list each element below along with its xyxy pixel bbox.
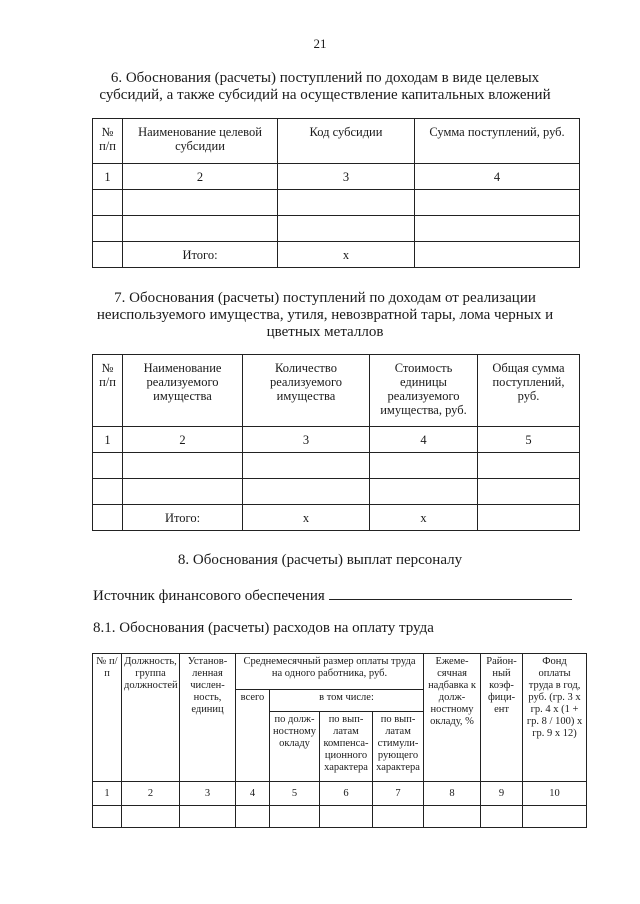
page-number: 21 [313,36,327,51]
table-row [93,453,580,479]
column-number: 6 [320,782,373,806]
table-row [93,806,587,828]
header-cell: Установ-ленная числен-ность, единиц [180,654,236,782]
total-value: x [370,505,478,531]
section-6-table [92,118,580,268]
column-number: 9 [481,782,523,806]
section-8-1-table [92,653,587,828]
table-cell [122,806,180,828]
column-number: 3 [243,427,370,453]
table-cell [236,806,270,828]
header-cell: Фонд оплаты труда в год, руб. (гр. 3 х гр. 4 х (1 + гр. 8 / 100) х гр. 9 х 12) [523,654,587,782]
header-cell: в том числе: [270,690,424,712]
column-number: 2 [123,164,278,190]
header-cell: Район-ный коэф-фици-ент [481,654,523,782]
total-value: x [243,505,370,531]
table-cell [478,453,580,479]
column-number: 1 [93,782,122,806]
section-7-title [80,290,570,341]
header-cell: по долж-ностному окладу [270,712,320,782]
table-cell [424,806,481,828]
header-cell: № п/п [93,119,123,164]
header-cell: Количество реализуемого имущества [243,355,370,427]
section-7-title-line: неиспользуемого имущества, утиля, невозвратной тары, лома черных и [96,307,554,323]
column-number: 1 [93,427,123,453]
section-7-table [92,354,580,531]
table-cell [270,806,320,828]
funding-source-row [93,585,572,605]
table-cell [93,216,123,242]
header-cell: Стоимость единицы реализуемого имущества, руб. [370,355,478,427]
header-cell: Наименование реализуемого имущества [123,355,243,427]
column-number: 2 [122,782,180,806]
table-row [93,190,580,216]
header-cell: Общая сумма поступлений, руб. [478,355,580,427]
table-cell [320,806,373,828]
section-7-title-line: цветных металлов [266,324,384,340]
section-6-title-line: субсидий, а также субсидий на осуществление капитальных вложений [99,87,551,103]
section-7-title-line: 7. Обоснования (расчеты) поступлений по доходам от реализации [114,290,536,306]
header-cell: Сумма поступлений, руб. [415,119,580,164]
column-number: 4 [370,427,478,453]
table-cell [93,505,123,531]
column-number: 7 [373,782,424,806]
table-cell [123,190,278,216]
header-cell: Должность, группа должностей [122,654,180,782]
table-cell [243,453,370,479]
section-6-title [80,70,570,104]
section-8-1-title: 8.1. Обоснования (расчеты) расходов на оплату труда [93,620,434,636]
column-number: 5 [478,427,580,453]
section-8-title: 8. Обоснования (расчеты) выплат персоналу [177,552,463,568]
header-cell: Наименование целевой субсидии [123,119,278,164]
table-cell [415,190,580,216]
column-number: 3 [278,164,415,190]
column-number: 4 [236,782,270,806]
table-cell [523,806,587,828]
table-cell [370,453,478,479]
funding-source-field[interactable] [329,585,572,600]
table-cell [93,806,122,828]
table-cell [415,216,580,242]
header-cell: Среднемесячный размер оплаты труда на одного работника, руб. [236,654,424,690]
column-number: 1 [93,164,123,190]
total-value [415,242,580,268]
table-cell [93,453,123,479]
table-row [93,216,580,242]
table-cell [373,806,424,828]
table-cell [278,216,415,242]
table-cell [243,479,370,505]
header-cell: по вып-латам компенса-ционного характера [320,712,373,782]
funding-source-label: Источник финансового обеспечения [93,588,325,604]
column-number: 10 [523,782,587,806]
table-cell [93,479,123,505]
column-number: 8 [424,782,481,806]
table-cell [123,216,278,242]
section-6-title-line: 6. Обоснования (расчеты) поступлений по доходам в виде целевых [110,70,540,86]
total-value [478,505,580,531]
table-cell [478,479,580,505]
table-cell [93,190,123,216]
table-cell [370,479,478,505]
column-number: 2 [123,427,243,453]
table-cell [278,190,415,216]
column-number: 4 [415,164,580,190]
total-value: x [278,242,415,268]
table-cell [123,479,243,505]
table-cell [93,242,123,268]
header-cell: № п/п [93,355,123,427]
column-number: 3 [180,782,236,806]
header-cell: Ежеме-сячная надбавка к долж-ностному окладу, % [424,654,481,782]
table-cell [180,806,236,828]
header-cell: всего [236,690,270,782]
header-cell: по вып-латам стимули-рующего характера [373,712,424,782]
table-cell [123,453,243,479]
header-cell: № п/п [93,654,122,782]
table-cell [481,806,523,828]
table-row [93,479,580,505]
total-label: Итого: [123,242,278,268]
header-cell: Код субсидии [278,119,415,164]
column-number: 5 [270,782,320,806]
total-label: Итого: [123,505,243,531]
